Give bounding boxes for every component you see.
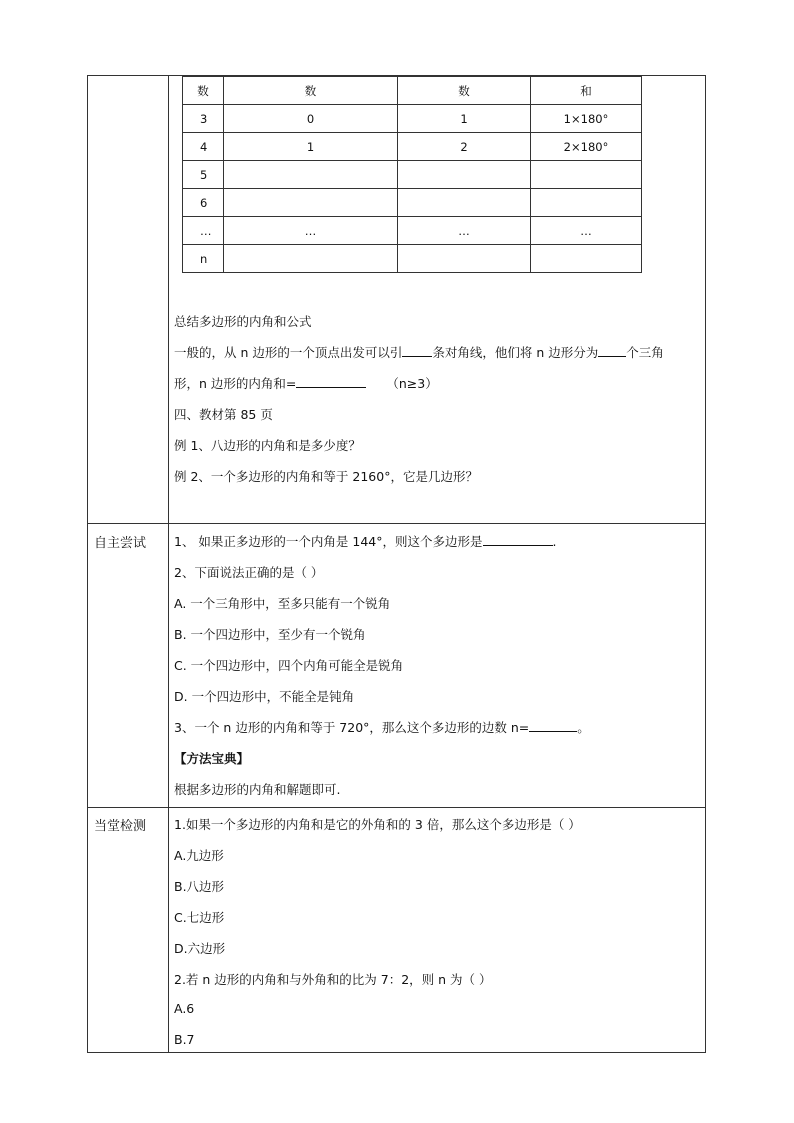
question-3: [174, 718, 590, 736]
option-a: A.6: [174, 1001, 195, 1016]
textbook-reference: 四、教材第 85 页: [174, 407, 273, 422]
summary-title: 总结多边形的内角和公式: [174, 314, 312, 329]
table-cell: [531, 161, 642, 189]
test-question-1: 1.如果一个多边形的内角和是它的外角和的 3 倍，那么这个多边形是（ ）: [174, 817, 581, 832]
table-row: [183, 189, 642, 217]
option-c: C.七边形: [174, 910, 225, 925]
table-row: [183, 133, 642, 161]
header-cell: 数: [183, 77, 224, 105]
blank-line: [402, 344, 432, 357]
method-text: 根据多边形的内角和解题即可.: [174, 782, 341, 797]
example-2: 例 2、一个多边形的内角和等于 2160°，它是几边形？: [174, 469, 478, 484]
table-cell: 6: [183, 189, 224, 217]
table-row: [183, 105, 642, 133]
table-cell: …: [183, 217, 224, 245]
question-1: [174, 532, 557, 550]
header-cell: 和: [531, 77, 642, 105]
blank-line: [598, 344, 626, 357]
table-header-row: [183, 77, 642, 105]
question-text: .: [552, 534, 557, 549]
table-cell: 1: [398, 105, 531, 133]
table-cell: 2×180°: [531, 133, 642, 161]
table-cell: 5: [183, 161, 224, 189]
table-cell: 1×180°: [531, 105, 642, 133]
section-label-self-try: 自主尝试: [94, 536, 147, 551]
header-cell: 数: [398, 77, 531, 105]
formula-text: 形，n 边形的内角和=: [174, 376, 297, 391]
option-d: D. 一个四边形中，不能全是钝角: [174, 689, 355, 704]
question-text: 3、一个 n 边形的内角和等于 720°，那么这个多边形的边数 n=: [174, 720, 530, 735]
option-b: B.7: [174, 1032, 195, 1047]
question-text: 1、 如果正多边形的一个内角是 144°，则这个多边形是: [174, 534, 483, 549]
table-cell: 2: [398, 133, 531, 161]
question-text: 。: [577, 720, 590, 735]
table-cell: 4: [183, 133, 224, 161]
table-cell: 0: [224, 105, 398, 133]
table-cell: …: [531, 217, 642, 245]
header-cell: 数: [224, 77, 398, 105]
test-question-2: 2.若 n 边形的内角和与外角和的比为 7：2，则 n 为（ ）: [174, 972, 492, 987]
method-title: 【方法宝典】: [174, 751, 250, 766]
table-cell: …: [398, 217, 531, 245]
option-a: A.九边形: [174, 848, 224, 863]
section-label-class-test: 当堂检测: [94, 819, 147, 834]
formula-condition: （n≥3）: [386, 376, 438, 391]
table-cell: [531, 189, 642, 217]
table-row: [183, 217, 642, 245]
table-cell: [398, 161, 531, 189]
example-1: 例 1、八边形的内角和是多少度？: [174, 438, 361, 453]
option-d: D.六边形: [174, 941, 226, 956]
table-row: [183, 161, 642, 189]
table-cell: [398, 245, 531, 273]
row-divider: [88, 523, 705, 524]
option-b: B. 一个四边形中，至少有一个锐角: [174, 627, 366, 642]
polygon-angle-table: [182, 76, 642, 273]
column-divider: [168, 76, 169, 1052]
option-a: A. 一个三角形中，至多只能有一个锐角: [174, 596, 391, 611]
worksheet-table: [87, 75, 706, 1053]
blank-line: [483, 533, 553, 546]
formula-text: 条对角线，他们将 n 边形分为: [432, 345, 599, 360]
question-2: 2、下面说法正确的是（ ）: [174, 565, 324, 580]
formula-line: [174, 343, 664, 361]
formula-line: [174, 374, 438, 392]
table-cell: [224, 161, 398, 189]
option-c: C. 一个四边形中，四个内角可能全是锐角: [174, 658, 404, 673]
blank-line: [296, 375, 366, 388]
table-cell: 1: [224, 133, 398, 161]
formula-text: 个三角: [626, 345, 664, 360]
table-cell: [224, 245, 398, 273]
table-cell: …: [224, 217, 398, 245]
table-cell: [531, 245, 642, 273]
table-cell: [224, 189, 398, 217]
blank-line: [529, 719, 577, 732]
table-cell: n: [183, 245, 224, 273]
row-divider: [88, 807, 705, 808]
option-b: B.八边形: [174, 879, 225, 894]
table-row: [183, 245, 642, 273]
table-cell: [398, 189, 531, 217]
formula-text: 一般的，从 n 边形的一个顶点出发可以引: [174, 345, 403, 360]
table-cell: 3: [183, 105, 224, 133]
